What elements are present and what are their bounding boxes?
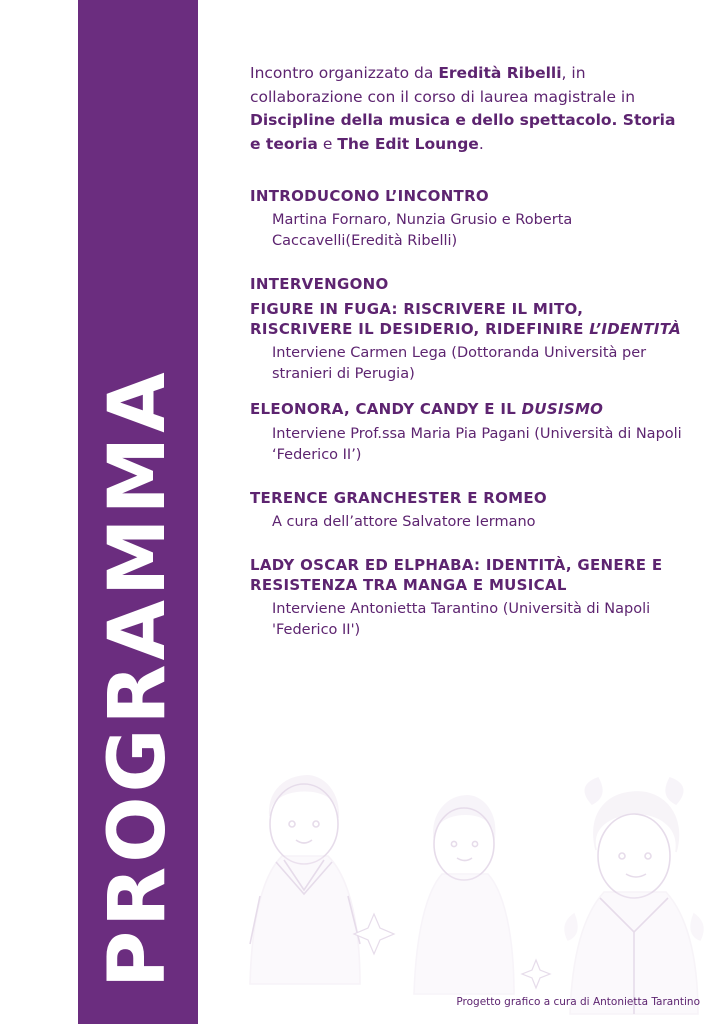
section-detail: Interviene Carmen Lega (Dottoranda Università per stranieri di Perugia) <box>272 345 647 383</box>
section-intervengono <box>250 274 690 385</box>
section-heading: INTERVENGONO <box>250 275 389 294</box>
intro-text-1: Incontro organizzato da <box>250 64 439 82</box>
section-lady-oscar <box>250 555 690 642</box>
section-introducono <box>250 186 690 252</box>
left-purple-band <box>78 0 198 1024</box>
section-heading: TERENCE GRANCHESTER E ROMEO <box>250 488 547 507</box>
decorative-illustration <box>164 764 724 1024</box>
section-heading: INTRODUCONO L’INCONTRO <box>250 187 489 206</box>
program-content <box>250 62 690 663</box>
section-heading: LADY OSCAR ED ELPHABA: IDENTITÀ, GENERE E RESISTENZA TRA MANGA E MUSICAL <box>250 555 663 595</box>
talk-title-1-italic: L’IDENTITÀ <box>589 319 682 338</box>
intro-text-2: , in collaborazione con il corso di laurea magistrale in <box>250 64 636 106</box>
talk-title-1: FIGURE IN FUGA: RISCRIVERE IL MITO, RISCRIVERE IL DESIDERIO, RIDEFINIRE <box>250 299 590 338</box>
section-detail: Martina Fornaro, Nunzia Grusio e Roberta Caccavelli(Eredità Ribelli) <box>272 212 573 250</box>
talk-title-2-italic: DUSISMO <box>521 400 604 419</box>
intro-paragraph <box>250 62 690 156</box>
intro-text-3: e <box>317 134 338 153</box>
graphic-credit: Progetto grafico a cura di Antonietta Tarantino <box>456 996 700 1008</box>
section-heading-talk-2 <box>250 399 690 419</box>
organizer-name-1: Eredità Ribelli <box>438 64 562 82</box>
poster-side-title: PROGRAMMA <box>93 368 183 988</box>
intro-text-4: . <box>478 134 484 153</box>
section-terence <box>250 488 690 533</box>
section-eleonora <box>250 399 690 465</box>
organizer-name-3: The Edit Lounge <box>337 134 479 153</box>
section-detail: Interviene Antonietta Tarantino (Università di Napoli 'Federico II') <box>272 601 651 639</box>
section-detail: Interviene Prof.ssa Maria Pia Pagani (Università di Napoli ‘Federico II’) <box>272 425 682 463</box>
talk-title-2: ELEONORA, CANDY CANDY E IL <box>250 400 522 419</box>
section-detail: A cura dell’attore Salvatore Iermano <box>272 513 536 530</box>
organizer-name-2: Discipline della musica e dello spettacolo. Storia e teoria <box>250 111 676 153</box>
section-heading-talk-1 <box>250 299 690 340</box>
